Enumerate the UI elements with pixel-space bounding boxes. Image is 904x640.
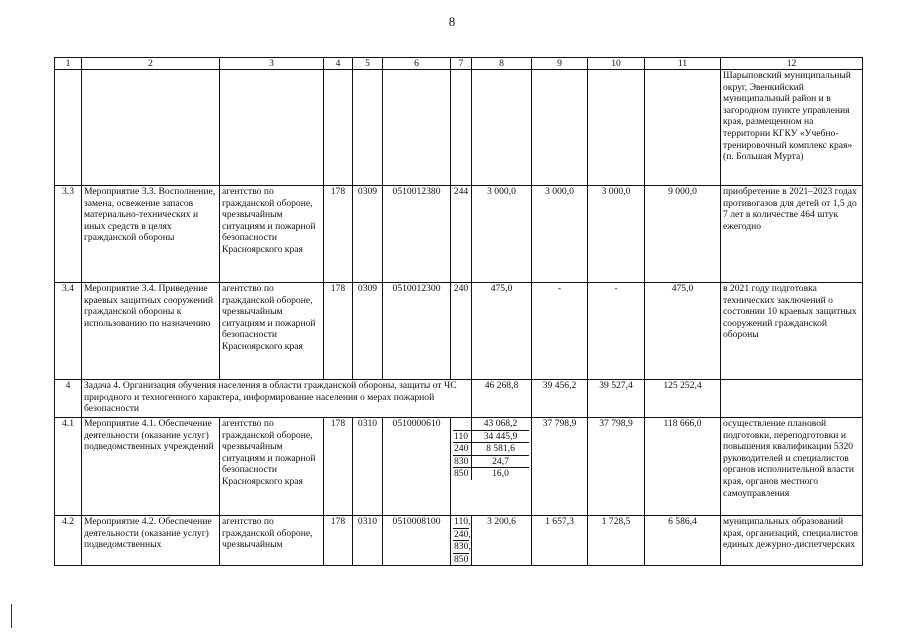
row-number: 4.2 xyxy=(55,516,82,566)
expense-code: 850 xyxy=(454,468,469,480)
column-header: 3 xyxy=(220,58,324,70)
budget-table xyxy=(54,57,863,566)
expense-amount: 34 445,9 xyxy=(472,431,529,444)
expense-amount: 16,0 xyxy=(492,468,509,480)
cell-c8: 3 000,0 xyxy=(472,186,532,283)
cell-c5: 0310 xyxy=(353,418,383,516)
cell-c10: 1 728,5 xyxy=(588,516,645,566)
expected-result xyxy=(721,380,863,418)
column-header: 11 xyxy=(645,58,721,70)
cell-c4: 178 xyxy=(324,186,353,283)
cell-c4 xyxy=(324,70,353,186)
cell-c4: 178 xyxy=(324,516,353,566)
cell-c8: 46 268,8 xyxy=(472,380,532,418)
expense-amounts xyxy=(472,418,529,480)
cell-c6 xyxy=(383,70,451,186)
column-header: 9 xyxy=(532,58,588,70)
table-row xyxy=(55,516,863,566)
cell-c9: 1 657,3 xyxy=(532,516,588,566)
cell-c5: 0309 xyxy=(353,186,383,283)
table-row xyxy=(55,380,863,418)
cell-c11: 475,0 xyxy=(645,283,721,380)
cell-c8: 475,0 xyxy=(472,283,532,380)
cell-c10: 37 798,9 xyxy=(588,418,645,516)
expense-codes xyxy=(453,516,469,565)
activity-name: Мероприятие 3.3. Восполнение, замена, освежение запасов материально-технических и иных средств в целях гражданской обороны xyxy=(82,186,220,283)
expected-result: в 2021 году подготовка технических заключений о состоянии 10 краевых защитных сооружений гражданской обороны xyxy=(721,283,863,380)
expense-code: 110 xyxy=(453,431,471,444)
cell-c7 xyxy=(451,516,472,566)
cell-c10 xyxy=(588,70,645,186)
cell-c10: 39 527,4 xyxy=(588,380,645,418)
expense-breakdown xyxy=(451,418,532,516)
table-row xyxy=(55,283,863,380)
cell-c9: 3 000,0 xyxy=(532,186,588,283)
cell-c9: - xyxy=(532,283,588,380)
row-number: 4.1 xyxy=(55,418,82,516)
column-header: 8 xyxy=(472,58,532,70)
cell-c5: 0309 xyxy=(353,283,383,380)
cell-c11: 125 252,4 xyxy=(645,380,721,418)
row-number: 3.4 xyxy=(55,283,82,380)
column-header: 4 xyxy=(324,58,353,70)
task-title: Задача 4. Организация обучения населения в области гражданской обороны, защиты от ЧС природного и техногенного характера, информирование населения о мерах пожарной безопасности xyxy=(82,380,472,418)
expense-amount: 8 581,6 xyxy=(472,443,529,456)
cell-c9 xyxy=(532,70,588,186)
column-header: 1 xyxy=(55,58,82,70)
cell-c4: 178 xyxy=(324,283,353,380)
expense-code xyxy=(453,418,471,431)
cell-c8: 3 200,6 xyxy=(472,516,532,566)
row-number: 4 xyxy=(55,380,82,418)
expense-code: 850 xyxy=(454,553,469,565)
column-header: 12 xyxy=(721,58,863,70)
cell-c9: 37 798,9 xyxy=(532,418,588,516)
table-row xyxy=(55,418,863,516)
expense-amount: 43 068,2 xyxy=(472,418,529,431)
margin-mark xyxy=(11,604,12,628)
cell-c10: 3 000,0 xyxy=(588,186,645,283)
cell-c7 xyxy=(451,70,472,186)
table-row xyxy=(55,70,863,186)
column-header: 10 xyxy=(588,58,645,70)
expected-result: приобретение в 2021–2023 годах противогазов для детей от 1,5 до 7 лет в количестве 464 штук ежегодно xyxy=(721,186,863,283)
expense-code: 830, xyxy=(454,541,471,553)
row-number xyxy=(55,70,82,186)
cell-c8 xyxy=(472,70,532,186)
cell-c9: 39 456,2 xyxy=(532,380,588,418)
column-header: 6 xyxy=(383,58,451,70)
activity-name: Мероприятие 4.2. Обеспечение деятельности (оказание услуг) подведомственных xyxy=(82,516,220,566)
activity-name: Мероприятие 3.4. Приведение краевых защитных сооружений гражданской обороны к использованию по назначению xyxy=(82,283,220,380)
column-header-row xyxy=(55,58,863,70)
expense-amount: 24,7 xyxy=(472,456,529,469)
cell-c11: 9 000,0 xyxy=(645,186,721,283)
cell-c11: 118 666,0 xyxy=(645,418,721,516)
cell-c7: 244 xyxy=(451,186,472,283)
expected-result: осуществление плановой подготовки, переподготовки и повышения квалификации 5320 руководителей и специалистов органов исполнительной власти края, органов местного самоуправления xyxy=(721,418,863,516)
expected-result: Шарыповский муниципальный округ, Эвенкийский муниципальный район и в загородном пункте управления края, размещенном на территории КГКУ «Учебно-тренировочный комплекс края» (п. Большая Мурта) xyxy=(721,70,863,186)
column-header: 5 xyxy=(353,58,383,70)
cell-c6: 0510012380 xyxy=(383,186,451,283)
expense-code: 110, xyxy=(454,516,471,527)
cell-c10: - xyxy=(588,283,645,380)
cell-c5: 0310 xyxy=(353,516,383,566)
executor: агентство по гражданской обороне, чрезвычайным ситуациям и пожарной безопасности Красноярского края xyxy=(220,186,324,283)
row-number: 3.3 xyxy=(55,186,82,283)
executor: агентство по гражданской обороне, чрезвычайным ситуациям и пожарной безопасности Красноярского края xyxy=(220,418,324,516)
executor xyxy=(220,70,324,186)
column-header: 7 xyxy=(451,58,472,70)
cell-c4: 178 xyxy=(324,418,353,516)
cell-c6: 0510000610 xyxy=(383,418,451,516)
table-row xyxy=(55,186,863,283)
activity-name: Мероприятие 4.1. Обеспечение деятельности (оказание услуг) подведомственных учреждений xyxy=(82,418,220,516)
page-number: 8 xyxy=(448,14,456,29)
cell-c6: 0510012300 xyxy=(383,283,451,380)
cell-c5 xyxy=(353,70,383,186)
expense-code: 240 xyxy=(453,443,471,456)
expense-code: 240, xyxy=(454,528,471,540)
cell-c11 xyxy=(645,70,721,186)
executor: агентство по гражданской обороне, чрезвычайным ситуациям и пожарной безопасности Красноярского края xyxy=(220,283,324,380)
expense-codes xyxy=(453,418,472,480)
executor: агентство по гражданской обороне, чрезвычайным xyxy=(220,516,324,566)
expense-code: 830 xyxy=(453,456,471,469)
column-header: 2 xyxy=(82,58,220,70)
cell-c11: 6 586,4 xyxy=(645,516,721,566)
expected-result: муниципальных образований края, организаций, специалистов единых дежурно-диспетчерских xyxy=(721,516,863,566)
cell-c7: 240 xyxy=(451,283,472,380)
cell-c6: 0510008100 xyxy=(383,516,451,566)
activity-name xyxy=(82,70,220,186)
